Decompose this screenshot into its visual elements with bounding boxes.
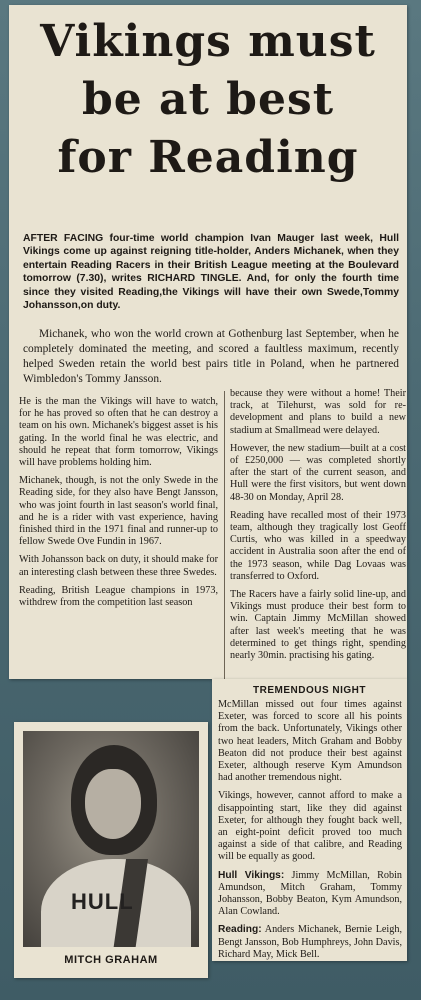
article-paragraph: Reading have recalled most of their 1973 team, although they tragically lost Geoff Curtis, who was killed in a speedway accident in Australia soon after the end of the 1973 season, while Dag Lovaas was transferred to Oxford.: [230, 509, 406, 582]
photo-caption: MITCH GRAHAM: [64, 954, 158, 966]
article-paragraph: With Johansson back on duty, it should make for an interesting clash between these three Swedes.: [19, 554, 218, 578]
team-lineup-hull: [218, 870, 402, 919]
newspaper-clipping-main: [9, 5, 407, 679]
article-paragraph: The Racers have a fairly solid line-up, and Vikings must produce their best form to win. Captain Jimmy McMillan showed after last week's meeting that he was determined to get things right, spending nearly 30min. practising his gating.: [230, 589, 406, 662]
headline-line-1: Vikings must: [40, 16, 376, 67]
article-paragraph: He is the man the Vikings will have to watch, for he has proved so often that he can destroy a team on his own. Michanek's biggest asset is his gating. In the world final he was electric, and should he repeat that form tomorrow, Vikings will have problems holding him.: [19, 396, 218, 469]
rider-photo: [23, 731, 199, 947]
article-paragraph: McMillan missed out four times against Exeter, was forced to score all his points from the back. Unfortunately, Vikings other two heat leaders, Mitch Graham and Bobby Beaton did not produce their best against Exeter, although reserve Kym Amundson had another tremendous night.: [218, 699, 402, 784]
article-column-right: [230, 388, 406, 668]
lead-paragraph: Michanek, who won the world crown at Gothenburg last September, when he completely dominated the meeting, and scored a faultless maximum, recently helped Sweden retain the world best pairs title in Poland, when he partnered Wimbledon's Tommy Jansson.: [23, 328, 399, 385]
intro-paragraph: AFTER FACING four-time world champion Ivan Mauger last week, Hull Vikings come up against reigning title-holder, Anders Michanek, when they entertain Reading Racers in their British League meeting at the Boulevard tomorrow (7.30), writes RICHARD TINGLE. And, for only the fourth time since they visited Reading,the Vikings will have their own Swede,Tommy Johansson,on duty.: [23, 233, 399, 312]
photo-clipping: [14, 722, 208, 978]
subheading: TREMENDOUS NIGHT: [253, 685, 366, 696]
article-paragraph: Reading, British League champions in 1973, withdrew from the competition last season: [19, 584, 218, 609]
headline: [19, 13, 397, 187]
photo-face: [85, 769, 141, 839]
newspaper-clipping-continuation: [212, 679, 407, 961]
article-paragraph: Michanek, though, is not the only Swede in the Reading side, for they also have Bengt Jansson, who was joint fourth in last season's world final, and he is a rider with vast experience, having finished third in the 1971 final and runner-up to fellow Swede Ove Fundin in 1967.: [19, 475, 218, 548]
photo-jacket-lettering: HULL: [71, 889, 134, 914]
column-divider: [224, 391, 225, 679]
article-column-continuation: [218, 699, 402, 967]
team-label: Hull Vikings:: [218, 869, 285, 881]
team-riders: Jimmy McMillan, Robin Amundson, Mitch Graham, Tommy Johansson, Bobby Beaton, Kym Amundson, Alan Cowland.: [218, 869, 403, 918]
article-column-left: [19, 396, 218, 615]
team-lineup-reading: [218, 924, 402, 961]
team-riders: Anders Michanek, Bernie Leigh, Bengt Jansson, Bob Humphreys, John Davis, Richard May, Mick Bell.: [218, 924, 403, 960]
team-label: Reading:: [218, 924, 262, 936]
article-paragraph: Vikings, however, cannot afford to make a disappointing start, like they did against Exeter, for although they fought back well, an eight-point deficit proved too much against a side of that calibre, and Reading will be equally as good.: [218, 790, 402, 863]
article-paragraph: However, the new stadium—built at a cost of £250,000 — was completed shortly after the start of the current season, and Hull were the first visitors, but went down 48-30 on Monday, April 28.: [230, 442, 406, 503]
headline-line-3: for Reading: [57, 132, 359, 183]
headline-line-2: be at best: [81, 74, 335, 125]
article-paragraph: because they were without a home! Their track, at Tilehurst, was sold for re-development and plans to build a new stadium at Smallmead were delayed.: [230, 388, 406, 436]
